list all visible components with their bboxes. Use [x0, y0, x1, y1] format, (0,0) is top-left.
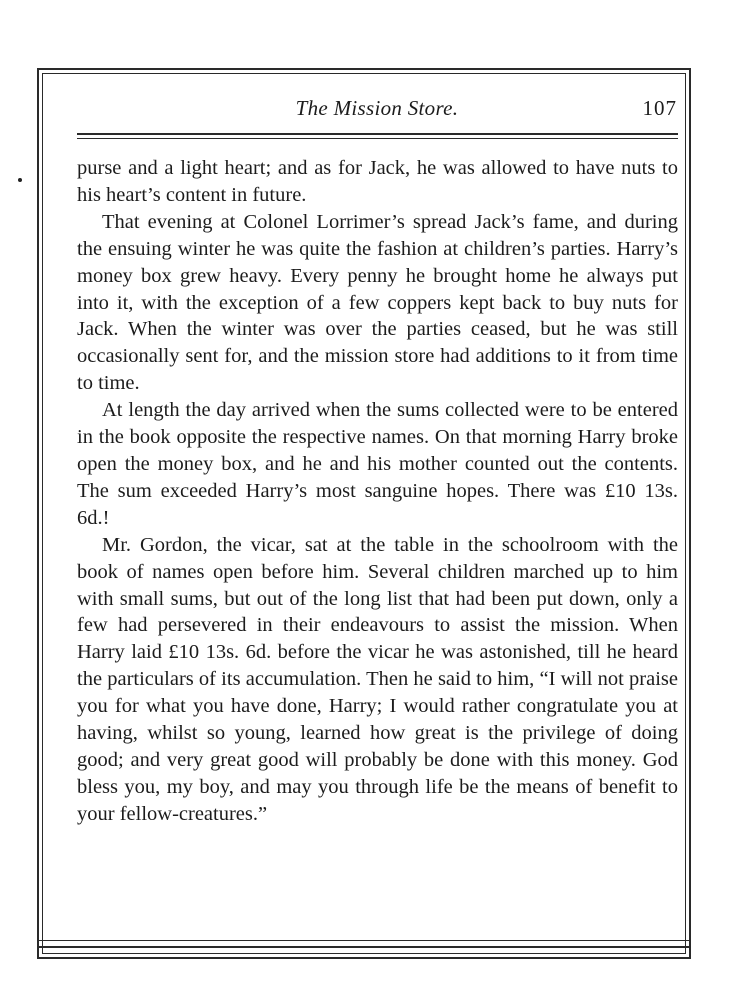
paragraph-4: Mr. Gordon, the vicar, sat at the table in the schoolroom with the book of names open before him. Several children marched up to him with small sums, but out of the long list that had been put down, only a few had persevered in their endeavours to assist the mission. When Harry laid £10 13s. 6d. before the vicar he was astonished, till he heard the particulars of its accumulation. Then he said to him, “I will not praise you for what you have done, Harry; I would rather congratulate you at having, whilst so young, learned how great is the privilege of doing good; and very great good will probably be done with this money. God bless you, my boy, and may you through life be the means of benefit to your fellow-creatures.”	[77, 533, 678, 825]
header-rule-thin	[77, 138, 678, 139]
page-number: 107	[642, 96, 677, 120]
paragraph-2: That evening at Colonel Lorrimer’s spread Jack’s fame, and during the ensuing winter he was quite the fashion at children’s parties. Harry’s money box grew heavy. Every penny he brought home he always put into it, with the exception of a few coppers kept back to buy nuts for Jack. When the winter was over the parties ceased, but he was still occasionally sent for, and the mission store had additions to it from time to time.	[77, 210, 678, 395]
paragraph-3: At length the day arrived when the sums collected were to be entered in the book opposite the respective names. On that morning Harry broke open the money box, and he and his mother counted out the contents. The sum exceeded Harry’s most sanguine hopes. There was £10 13s. 6d.!	[77, 399, 678, 529]
ink-speck	[18, 178, 22, 182]
paragraph-1: purse and a light heart; and as for Jack, he was allowed to have nuts to his heart’s content in future.	[77, 157, 678, 206]
running-head	[77, 96, 677, 124]
header-rule-thick	[77, 133, 678, 135]
running-title: The Mission Store.	[295, 96, 459, 120]
footer-rule-thick	[37, 946, 691, 948]
body-text	[77, 155, 678, 828]
footer-rule-thin	[37, 940, 691, 941]
